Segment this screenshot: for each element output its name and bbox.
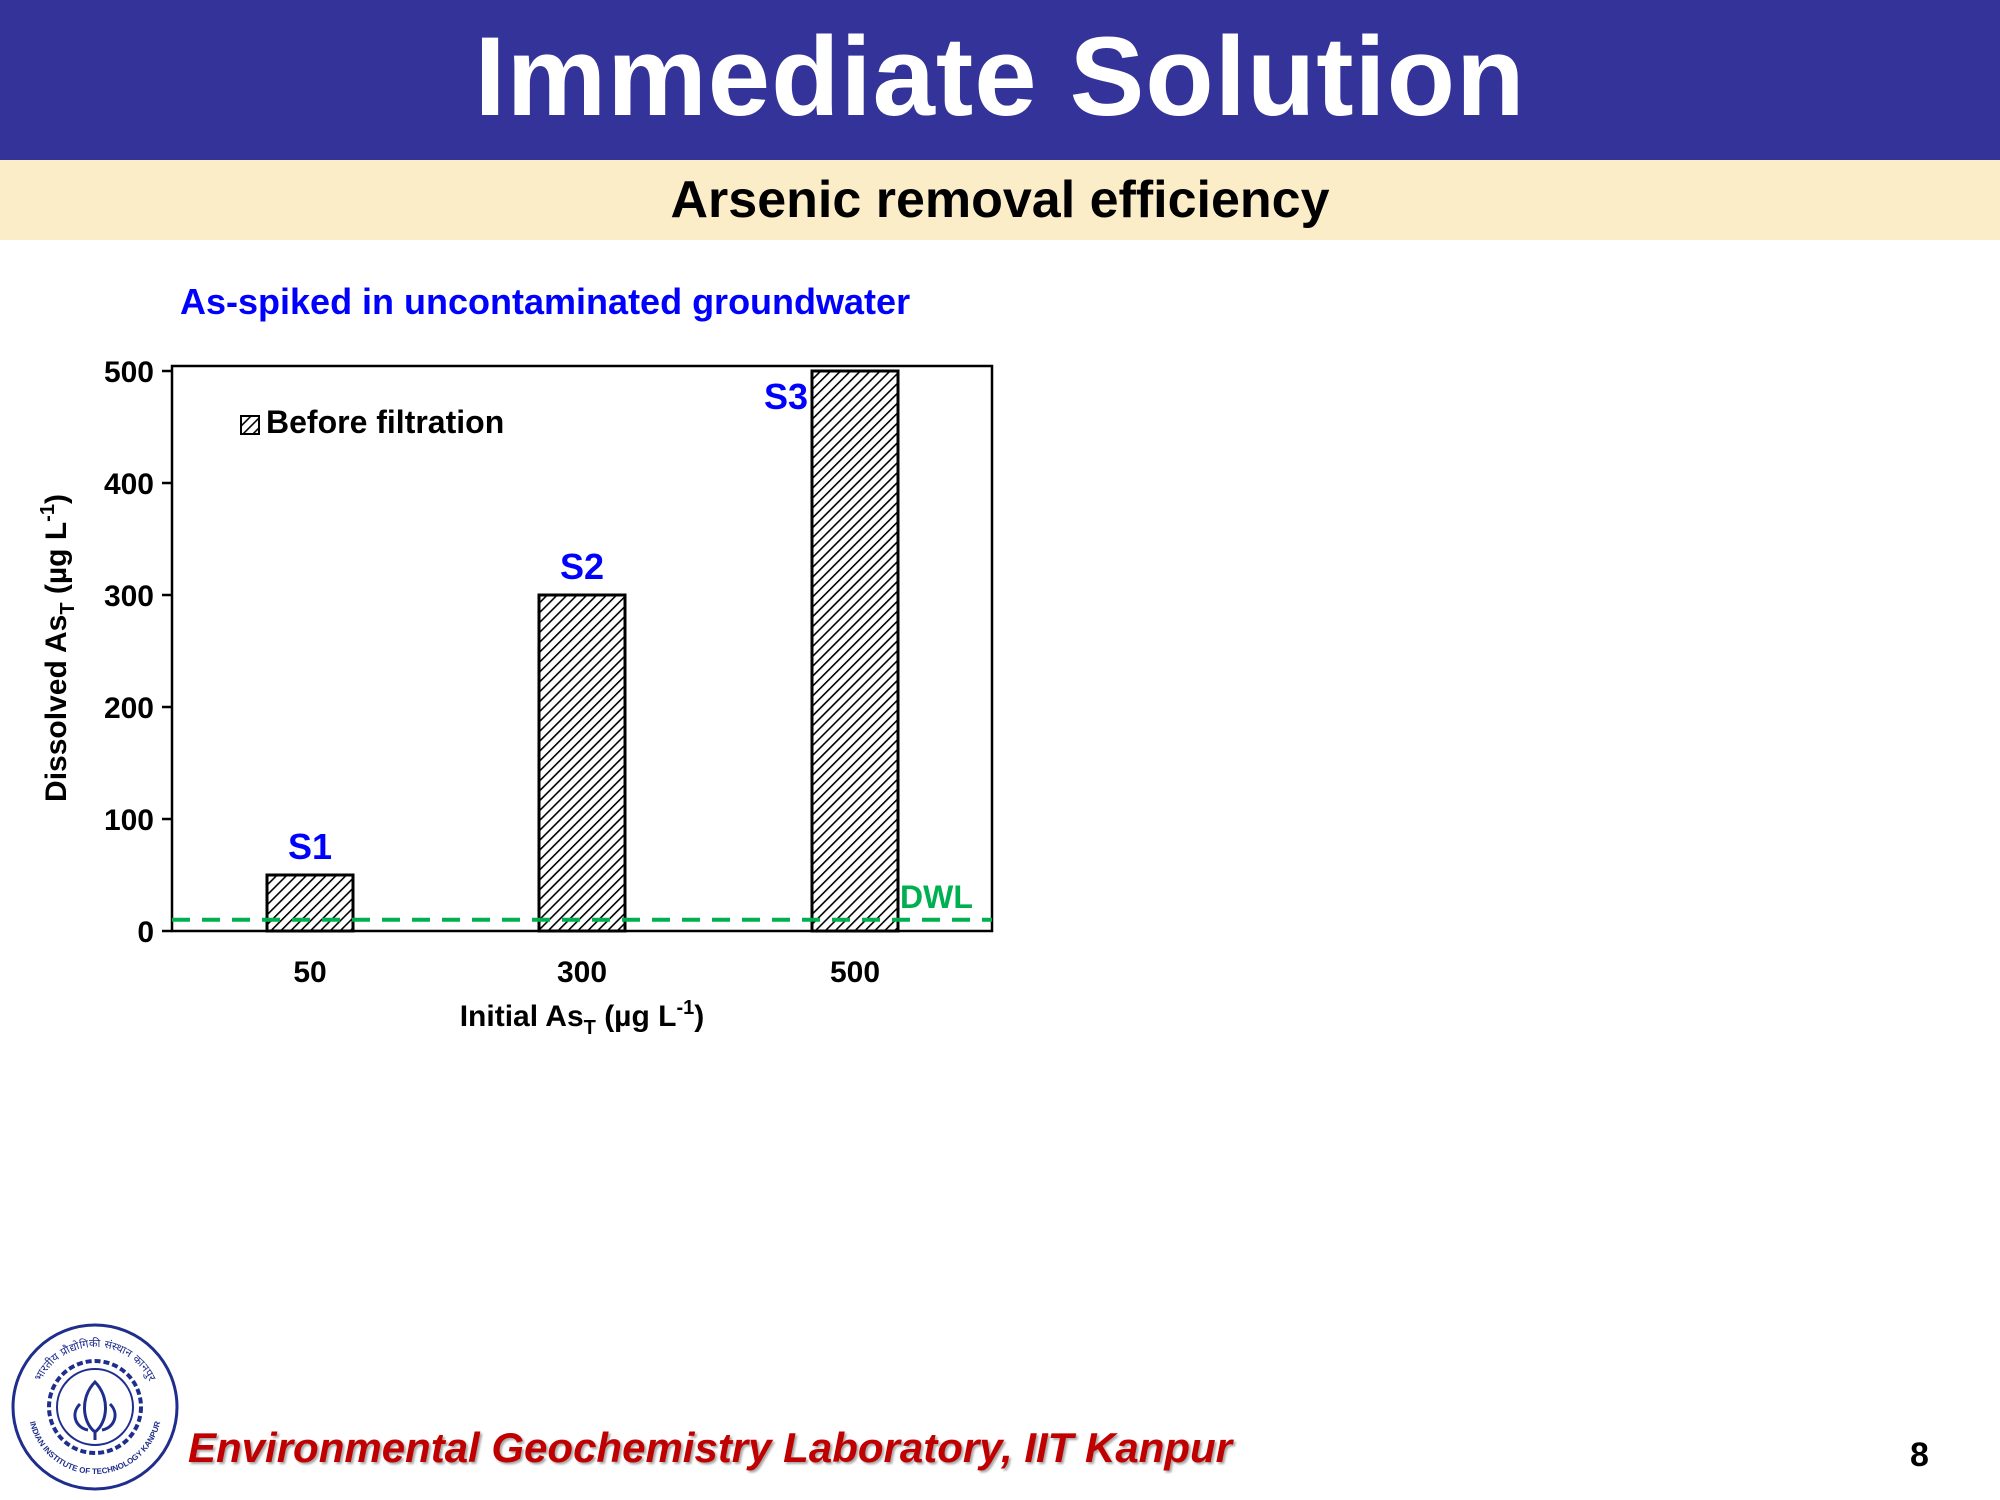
slide-title: Immediate Solution xyxy=(474,13,1526,139)
subheader-bar xyxy=(0,160,2000,240)
logo-text-bottom: INDIAN INSTITUTE OF TECHNOLOGY KANPUR xyxy=(27,1420,163,1477)
legend-label: Before filtration xyxy=(266,404,505,440)
bar-label-s3: S3 xyxy=(763,376,809,417)
x-tick-label: 300 xyxy=(556,956,608,989)
x-tick-label: 500 xyxy=(829,956,881,989)
y-tick-label: 400 xyxy=(103,468,154,501)
bar-s1 xyxy=(267,875,353,931)
legend-swatch xyxy=(241,416,259,434)
bar-label-s1: S1 xyxy=(287,826,333,867)
y-tick-label: 300 xyxy=(103,580,154,613)
legend xyxy=(241,404,504,440)
page-number: 8 xyxy=(1910,1436,1929,1474)
bar-label-s2: S2 xyxy=(559,546,605,587)
bar-chart xyxy=(0,270,1000,1050)
y-tick-label: 100 xyxy=(103,804,154,837)
slide-subtitle: Arsenic removal efficiency xyxy=(670,171,1330,229)
y-tick-label: 0 xyxy=(137,916,154,949)
y-tick-label: 500 xyxy=(103,356,154,389)
header-bar xyxy=(0,0,2000,160)
bar-s2 xyxy=(539,595,625,931)
x-tick-label: 50 xyxy=(293,956,327,989)
bar-s3 xyxy=(812,371,898,931)
x-axis-label: Initial $As_T$ (µg $L^{-1}$) xyxy=(459,997,705,1039)
y-axis-label: Dissolved $As_T$ (µg $L^{-1}$) xyxy=(37,494,79,802)
dwl-label: DWL xyxy=(900,878,973,915)
footer-lab-name: Environmental Geochemistry Laboratory, IIT Kanpur xyxy=(188,1424,1232,1471)
chart-title: As-spiked in uncontaminated groundwater xyxy=(180,281,911,322)
logo-text-top: भारतीय प्रौद्योगिकी संस्थान कानपुर xyxy=(31,1336,159,1384)
y-tick-label: 200 xyxy=(103,692,154,725)
iit-kanpur-seal-icon xyxy=(10,1322,180,1492)
